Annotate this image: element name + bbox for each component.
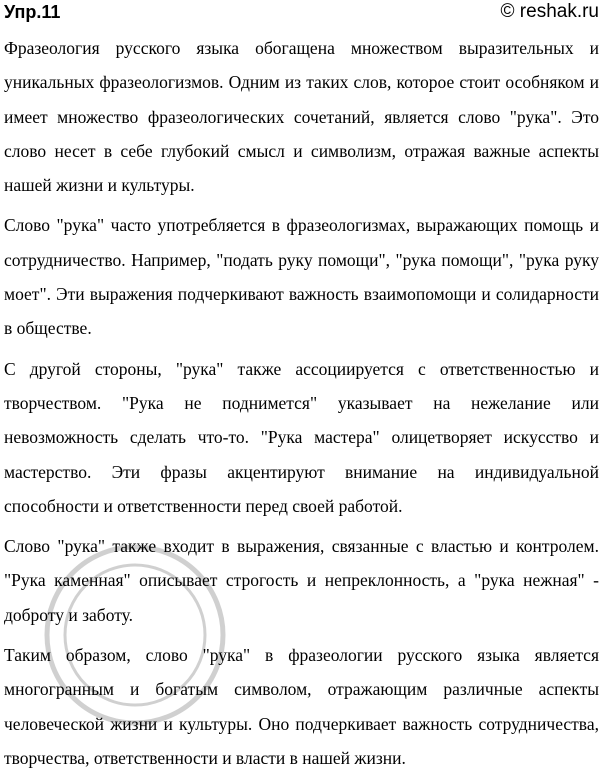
answer-text xyxy=(4,31,599,781)
paragraph-help: Слово "рука" часто употребляется в фразеологизмах, выражающих помощь и сотрудничество. Например, "подать руку помощи", "рука помощи", "рука руку моет". Эти выражения подчеркивают важность взаимопомощи и солидарности в обществе. xyxy=(4,215,599,339)
exercise-title: Упр.11 xyxy=(4,2,61,22)
paragraph-responsibility: С другой стороны, "рука" также ассоциируется с ответственностью и творчеством. "Рука не поднимется" указывает на нежелание или невозможность сделать что-то. "Рука мастера" олицетворяет искусство и мастерство. Эти фразы акцентируют внимание на индивидуальной способности и ответственности перед своей работой. xyxy=(4,358,599,516)
copyright-mark: © reshak.ru xyxy=(500,1,599,22)
paragraph-power: Слово "рука" также входит в выражения, связанные с властью и контролем. "Рука каменная" описывает строгость и непреклонность, а "рука нежная" - доброту и заботу. xyxy=(4,536,599,625)
paragraph-intro: Фразеология русского языка обогащена множеством выразительных и уникальных фразеологизмов. Одним из таких слов, которое стоит особняком и имеет множество фразеологических сочетаний, является слово "рука". Это слово несет в себе глубокий смысл и символизм, отражая важные аспекты нашей жизни и культуры. xyxy=(4,38,599,196)
page-header xyxy=(4,0,599,26)
paragraph-conclusion: Таким образом, слово "рука" в фразеологии русского языка является многогранным и богатым символом, отражающим различные аспекты человеческой жизни и культуры. Оно подчеркивает важность сотрудничества, творчества, ответственности и власти в нашей жизни. xyxy=(4,645,599,768)
